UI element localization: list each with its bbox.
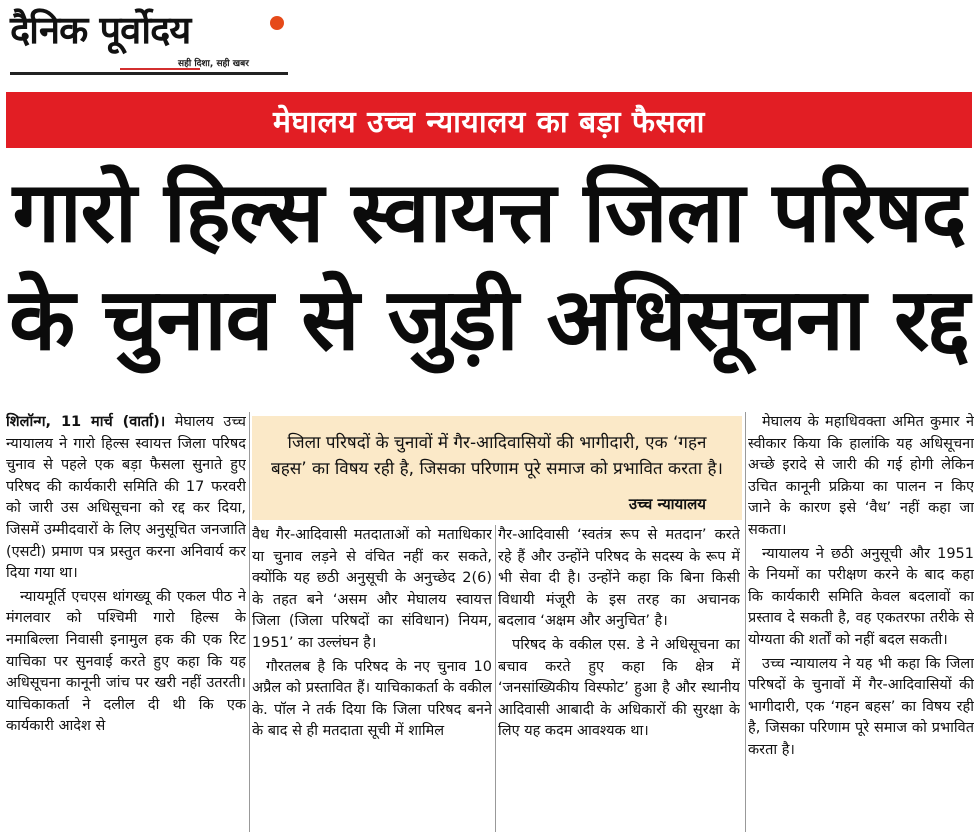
paragraph: मेघालय उच्च न्यायालय ने गारो हिल्स स्वायत्त जिला परिषद चुनाव से पहले एक बड़ा फैसला सुनाते हुए परिषद की कार्यकारी समिति की 17 फरवरी को जारी उस अधिसूचना को रद्द कर दिया, जिसमें उम्मीदवारों के लिए अनुसूचित जनजाति (एसटी) प्रमाण पत्र प्रस्तुत करना अनिवार्य कर दिया गया था। <box>6 414 246 582</box>
paragraph: गौरतलब है कि परिषद के नए चुनाव 10 अप्रैल को प्रस्तावित हैं। याचिकाकर्ता के वकील के. पॉल ने तर्क दिया कि जिला परिषद बनने के बाद से ही मतदाता सूची में शामिल <box>252 658 492 740</box>
masthead-tagline: सही दिशा, सही खबर <box>178 59 249 69</box>
paragraph: न्यायमूर्ति एचएस थांगख्यू की एकल पीठ ने मंगलवार को पश्चिमी गारो हिल्स के नमाबिल्ला निवासी इनामुल हक की एक रिट याचिका पर सुनवाई करते हुए कहा कि यह अधिसूचना कानूनी जांच पर खरी नहीं उतरती। याचिकाकर्ता ने दलील दी थी कि एक कार्यकारी आदेश से <box>6 588 246 735</box>
newspaper-logo: दैनिक पूर्वोदय <box>10 8 191 52</box>
paragraph: वैध गैर-आदिवासी मतदाताओं को मताधिकार या चुनाव लड़ने से वंचित नहीं कर सकते, क्योंकि यह छठी अनुसूची के अनुच्छेद 2(6) के तहत बने ‘असम और मेघालय स्वायत्त जिला (जिला परिषदों का संविधान) नियम, 1951’ का उल्लंघन है। <box>252 527 492 651</box>
headline <box>6 158 972 374</box>
article-column-4 <box>748 412 974 832</box>
pull-quote-source: उच्च न्यायालय <box>628 495 706 513</box>
headline-line-1: गारो हिल्स स्वायत्त जिला परिषद <box>12 163 966 261</box>
masthead <box>10 6 288 74</box>
kicker-text: मेघालय उच्च न्यायालय का बड़ा फैसला <box>273 104 705 140</box>
paragraph: न्यायालय ने छठी अनुसूची और 1951 के नियमों का परीक्षण करने के बाद कहा कि कार्यकारी समिति केवल बदलावों का प्रस्ताव दे सकती है, वह एकतरफा तरीके से योग्यता की शर्तों को नहीं बदल सकती। <box>748 545 974 648</box>
masthead-rule <box>10 72 288 75</box>
logo-dot-icon <box>270 16 284 30</box>
article-column-2 <box>252 525 492 832</box>
pull-quote <box>252 416 742 520</box>
paragraph: उच्च न्यायालय ने यह भी कहा कि जिला परिषदों के चुनावों में गैर-आदिवासियों की भागीदारी, एक ‘गहन बहस’ का विषय रही है, जिसका परिणाम पूरे समाज को प्रभावित करता है। <box>748 655 974 758</box>
article-column-3 <box>498 525 740 832</box>
paragraph: परिषद के वकील एस. डे ने अधिसूचना का बचाव करते हुए कहा कि क्षेत्र में ‘जनसांख्यिकीय विस्फोट’ हुआ है और स्थानीय आदिवासी आबादी के अधिकारों की सुरक्षा के लिए यह कदम आवश्यक था। <box>498 636 740 740</box>
pull-quote-text: जिला परिषदों के चुनावों में गैर-आदिवासियों की भागीदारी, एक ‘गहन बहस’ का विषय रही है, जिसका परिणाम पूरे समाज को प्रभावित करता है। <box>270 433 723 479</box>
kicker-banner <box>6 92 972 148</box>
paragraph: मेघालय के महाधिवक्ता अमित कुमार ने स्वीकार किया कि हालांकि यह अधिसूचना अच्छे इरादे से जारी की गई होगी लेकिन उचित कानूनी प्रक्रिया का पालन न किए जाने के कारण इसे ‘वैध’ नहीं कहा जा सकता। <box>748 414 974 538</box>
article-column-1 <box>6 412 246 832</box>
dateline: शिलॉन्ग, 11 मार्च (वार्ता)। <box>6 414 166 430</box>
headline-line-2: के चुनाव से जुड़ी अधिसूचना रद्द <box>9 270 969 370</box>
column-divider <box>745 412 746 832</box>
column-divider <box>249 412 250 832</box>
paragraph: गैर-आदिवासी ‘स्वतंत्र रूप से मतदान’ करते रहे हैं और उन्होंने परिषद के सदस्य के रूप में भी सेवा दी है। उन्होंने कहा कि बिना किसी विधायी मंजूरी के इस तरह का अचानक बदलाव ‘अक्षम और अनुचित’ है। <box>498 527 740 630</box>
column-divider <box>495 525 496 832</box>
